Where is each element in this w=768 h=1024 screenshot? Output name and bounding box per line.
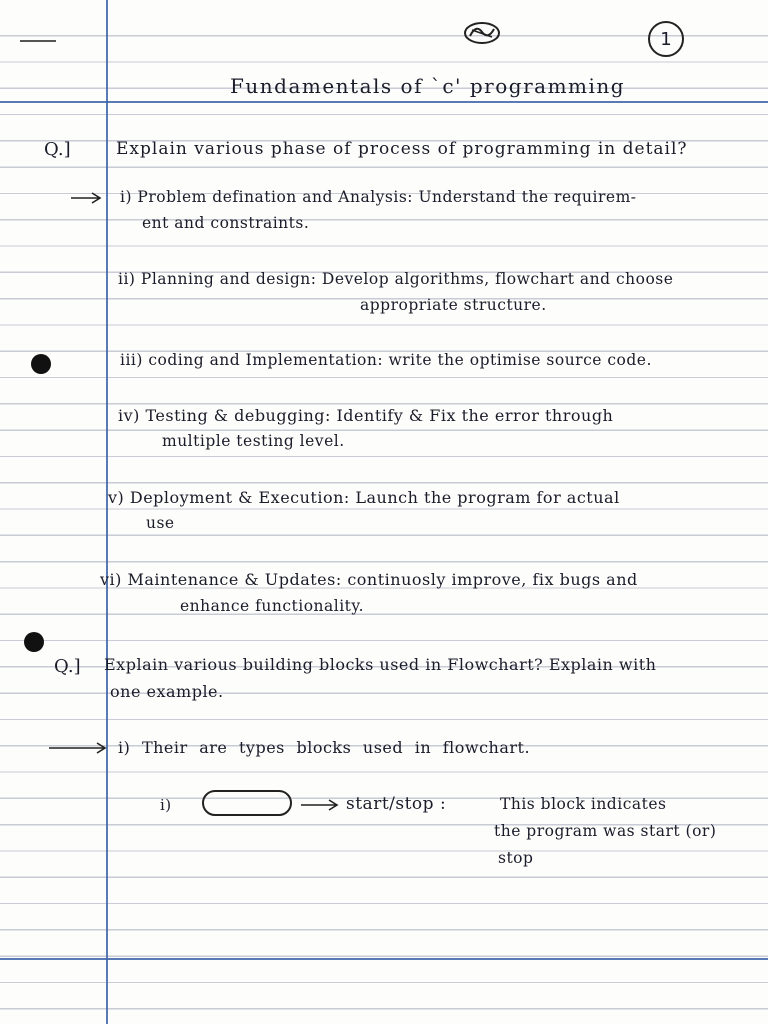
list-item-continuation: ent and constraints. [142, 214, 310, 232]
page-title: Fundamentals of `c' programming [230, 74, 626, 98]
arrow-icon [48, 742, 108, 754]
margin-line [106, 0, 108, 1024]
question-label: Q.] [54, 656, 81, 677]
block-description-continuation: the program was start (or) [494, 822, 717, 840]
list-item: iii) coding and Implementation: write the optimise source code. [120, 351, 652, 369]
question-label: Q.] [44, 139, 71, 160]
answer-intro: i) Their are types blocks used in flowchart. [118, 738, 531, 757]
bullet-dot [24, 632, 44, 652]
block-description-continuation: stop [498, 849, 534, 867]
arrow-icon [300, 798, 340, 812]
header-rule [0, 101, 768, 103]
list-item: v) Deployment & Execution: Launch the program for actual [108, 488, 620, 507]
sub-item-marker: i) [160, 796, 172, 814]
question-text: Explain various phase of process of programming in detail? [116, 139, 688, 159]
block-description: This block indicates [500, 795, 667, 813]
terminal-block-shape [202, 790, 292, 816]
list-item-continuation: enhance functionality. [180, 597, 365, 615]
arrow-icon [70, 192, 102, 204]
block-label: start/stop : [346, 794, 447, 814]
header-scribble-icon [462, 20, 502, 46]
list-item-continuation: multiple testing level. [162, 432, 345, 450]
list-item: iv) Testing & debugging: Identify & Fix the error through [118, 406, 614, 425]
question-text: Explain various building blocks used in Flowchart? Explain with [104, 655, 657, 674]
footer-rule [0, 958, 768, 960]
page-number: 1 [648, 21, 684, 57]
list-item: vi) Maintenance & Updates: continuosly improve, fix bugs and [100, 570, 638, 589]
list-item-continuation: use [146, 514, 175, 532]
question-text-continuation: one example. [110, 682, 224, 701]
list-item: ii) Planning and design: Develop algorithms, flowchart and choose [118, 270, 674, 288]
list-item-continuation: appropriate structure. [360, 296, 547, 314]
list-item: i) Problem defination and Analysis: Understand the requirem- [120, 188, 637, 206]
bullet-dot [31, 354, 51, 374]
pen-mark [20, 40, 56, 42]
